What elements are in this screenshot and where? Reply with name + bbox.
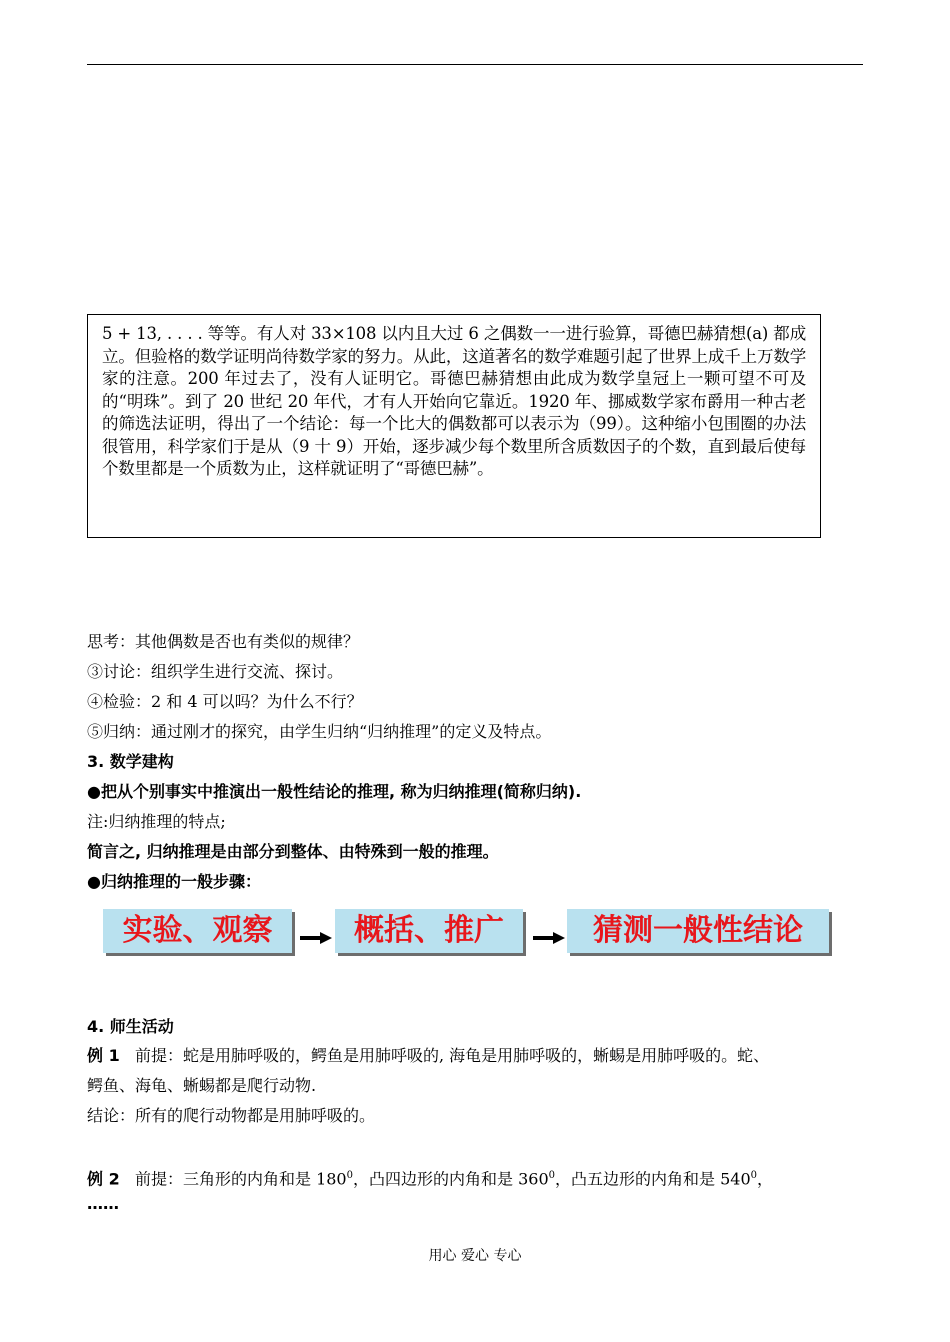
example-2-label: 例 2 — [87, 1169, 120, 1189]
example-2-premise-pentagon: ，凸五边形的内角和是 540 — [555, 1169, 751, 1189]
section-4-heading: 4. 师生活动 — [87, 1017, 174, 1036]
example-2-premise-triangle: 前提：三角形的内角和是 180 — [134, 1169, 347, 1189]
header-rule — [87, 64, 863, 65]
example-1-label: 例 1 — [87, 1046, 120, 1065]
degree-mark: 0 — [346, 1170, 353, 1181]
steps-heading: ●归纳推理的一般步骤： — [87, 872, 261, 891]
example-1-premise-b: 鳄鱼、海龟、蜥蜴都是爬行动物. — [87, 1076, 317, 1095]
example-2-premise-end: ， — [757, 1169, 774, 1189]
example-2-premise-quadrilateral: ，凸四边形的内角和是 360 — [353, 1169, 549, 1189]
summarize-step: ⑤归纳：通过刚才的探究，由学生归纳“归纳推理”的定义及特点。 — [87, 722, 552, 741]
section-3-heading: 3. 数学建构 — [87, 752, 174, 771]
arrow-icon — [533, 932, 565, 944]
discuss-step: ③讨论：组织学生进行交流、探讨。 — [87, 662, 344, 681]
step-generalize-extend: 概括、推广 — [335, 909, 523, 953]
note-line: 注:归纳推理的特点; — [87, 812, 226, 831]
brief-line: 简言之, 归纳推理是由部分到整体、由特殊到一般的推理。 — [87, 842, 499, 861]
arrow-icon — [300, 932, 332, 944]
check-step: ④检验：2 和 4 可以吗？为什么不行？ — [87, 692, 363, 711]
example-2-premise-line — [87, 1164, 773, 1191]
step-conjecture-conclusion: 猜测一般性结论 — [567, 909, 829, 953]
goldbach-story-text: 5 + 13, . . . . 等等。有人对 33×108 以内且大过 6 之偶数一一进行验算，哥德巴赫猜想(a) 都成立。但验格的数学证明尚待数学家的努力。从此，这道著名的数学难题引起了世界上成千上万数学家的注意。200 年过去了，没有人证明它。哥德巴赫猜想由此成为数学皇冠上一颗可望不可及的“明珠”。到了 20 世纪 20 年代，才有人开始向它靠近。1920 年、挪威数学家布爵用一种古老的筛选法证明，得出了一个结论：每一个比大的偶数都可以表示为（99）。这种缩小包围圈的办法很管用，科学家们于是从（9 十 9）开始，逐步减少每个数里所含质数因子的个数，直到最后使每个数里都是一个质数为止，这样就证明了“哥德巴赫”。 — [102, 324, 806, 478]
degree-mark: 0 — [750, 1170, 758, 1181]
example-1-premise-a: 前提：蛇是用肺呼吸的，鳄鱼是用肺呼吸的, 海龟是用肺呼吸的，蜥蜴是用肺呼吸的。蛇、 — [134, 1046, 770, 1065]
think-question: 思考：其他偶数是否也有类似的规律？ — [87, 632, 360, 651]
example-1-premise-line-1 — [87, 1044, 769, 1068]
definition-line: ●把从个别事实中推演出一般性结论的推理, 称为归纳推理(简称归纳). — [87, 782, 582, 801]
goldbach-story-box — [87, 314, 821, 538]
example-2-ellipsis: …… — [87, 1194, 119, 1213]
page-footer: 用心 爱心 专心 — [428, 1248, 522, 1264]
degree-mark: 0 — [548, 1170, 556, 1181]
example-1-conclusion: 结论：所有的爬行动物都是用肺呼吸的。 — [87, 1106, 376, 1125]
step-experiment-observe: 实验、观察 — [103, 909, 292, 953]
